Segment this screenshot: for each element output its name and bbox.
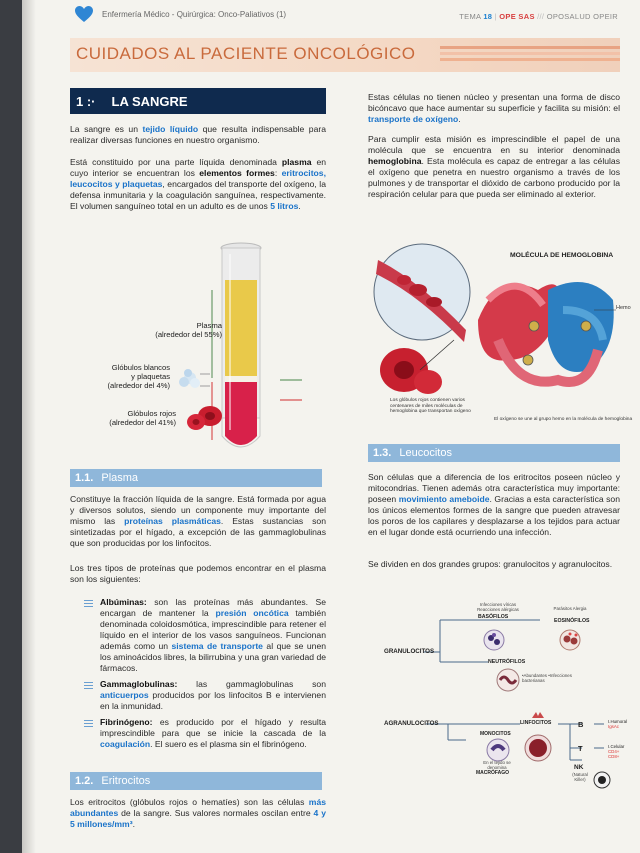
section-header-eritrocitos bbox=[70, 772, 322, 790]
section-number: 1 :· bbox=[76, 93, 96, 109]
basofilos-label: BASÓFILOS bbox=[478, 614, 509, 620]
paragraph-plasma-intro: Constituye la fracción líquida de la sangre. Está formada por agua y diversos solutos, siendo un componente muy importante del mismo las proteínas plasmáticas. Estas sustancias son sintetizadas por el hígado, a excepción de las gammaglobulinas que son producidas por los linfocitos. bbox=[70, 494, 326, 548]
plasma-label: Plasma (alrededor del 55%) bbox=[155, 321, 222, 339]
list-item-fibrinogeno: Fibrinógeno: es producido por el hígado y resulta imprescindible para que se inicie la cascada de la coagulación. El suero es el plasma sin el fibrinógeno. bbox=[82, 717, 326, 750]
chapter-marker: TEMA 18 | OPE SAS /// OPOSALUD OPEIR bbox=[459, 12, 618, 21]
hemo-label: Hemo bbox=[616, 305, 631, 311]
paragraph-sangre-composition: Está constituido por una parte líquida denominada plasma en cuyo interior se encuentran los elementos formes: eritrocitos, leucocitos y plaquetas, encargados del transporte del oxígeno, la defensa inmunitaria y la coagulación sanguínea, respectivamente. El volumen sanguíneo total en un adulto es de unos 5 litros. bbox=[70, 157, 327, 211]
basophil-icon bbox=[484, 630, 504, 650]
section-title: Plasma bbox=[101, 472, 139, 484]
paragraph-leucocitos: Son células que a diferencia de los eritrocitos poseen núcleo y mitocondrias. Tienen además otra característica muy importante: poseen movimiento ameboide. Gracias a esta característica son los únicos elementos formes de la sangre que pueden atravesar los poros de los capilares y desplazarse a los tejidos para actuar en el lugar donde está ocurriendo una infección. bbox=[368, 472, 620, 537]
tema-label: TEMA bbox=[459, 12, 481, 21]
white-cells-icon bbox=[179, 369, 200, 388]
b-cell-label: B bbox=[578, 720, 584, 729]
hemoglobin-caption-left: Los glóbulos rojos contienen varios centenares de miles moléculas de hemoglobina que transportan oxígeno bbox=[390, 398, 471, 415]
neutrofilos-note: •Abundantes •Infecciones bacterianas bbox=[522, 673, 572, 683]
neutrophil-icon bbox=[497, 669, 519, 691]
hemoglobin-title: MOLÉCULA DE HEMOGLOBINA bbox=[510, 252, 614, 259]
section-title: Leucocitos bbox=[399, 447, 452, 459]
site-label: OPOSALUD OPEIR bbox=[546, 12, 618, 21]
section-title: Eritrocitos bbox=[101, 775, 151, 787]
eosinofilos-note: Parásitos Alergia bbox=[553, 606, 587, 611]
paragraph-plasma-types: Los tres tipos de proteínas que podemos encontrar en el plasma son los siguientes: bbox=[70, 563, 326, 584]
agranulocitos-label: AGRANULOCITOS bbox=[384, 720, 439, 727]
granulocitos-label: GRANULOCITOS bbox=[384, 648, 435, 655]
paragraph-hemoglobina: Para cumplir esta misión es imprescindible el papel de una molécula que se encuentra en su interior denominada hemoglobina. Esta molécula es capaz de entregar a las células el oxígeno que penetra en nuestro organismo a través de los pulmones y de transportar el dióxido de carbono producido por la respiración celular para que pueda ser eliminado al exterior. bbox=[368, 134, 620, 199]
paragraph-eritrocitos: Los eritrocitos (glóbulos rojos o hematíes) son las células más abundantes de la sangre. Sus valores normales oscilan entre 4 y 5 millones/mm³. bbox=[70, 797, 326, 829]
t-cell-note: I.Celular CD4+ CD8+ bbox=[608, 744, 625, 759]
paragraph-eritrocito-forma: Estas células no tienen núcleo y presentan una forma de disco bicóncavo que hace aumentar su superficie y facilita su misión: el transporte de oxígeno. bbox=[368, 92, 620, 124]
heart-logo-icon bbox=[74, 5, 94, 23]
section-number: 1.3. bbox=[373, 447, 392, 459]
book-page bbox=[22, 0, 640, 853]
tema-number: 18 bbox=[483, 12, 493, 21]
monocyte-icon bbox=[487, 739, 509, 761]
book-title: Enfermería Médico - Quirúrgica: Onco-Paliativos (1) bbox=[102, 9, 287, 19]
protein-list bbox=[82, 597, 326, 755]
running-header bbox=[74, 5, 286, 23]
basofilos-note: Infecciones víricas Reacciones alérgicas bbox=[477, 602, 519, 612]
linfocitos-label: LINFOCITOS bbox=[520, 720, 552, 726]
section-number: 1.1. bbox=[75, 472, 94, 484]
section-header-la-sangre bbox=[70, 88, 326, 114]
nk-cell-icon bbox=[594, 772, 610, 788]
hemoglobin-molecule-icon bbox=[478, 282, 614, 382]
section-number: 1.2. bbox=[75, 775, 94, 787]
hemoglobin-caption-right: El oxígeno se une al grupo hemo en la molécula de hemoglobina bbox=[494, 417, 633, 422]
t-cell-label: T bbox=[578, 744, 583, 753]
neutrofilos-label: NEUTRÓFILOS bbox=[488, 659, 526, 665]
decorative-stripes bbox=[440, 46, 620, 64]
b-cell-note: I.Humoral IgsAc bbox=[608, 719, 628, 729]
page-title-bar bbox=[70, 38, 620, 72]
page-title: CUIDADOS AL PACIENTE ONCOLÓGICO bbox=[76, 44, 416, 63]
monocitos-label: MONOCITOS bbox=[480, 731, 511, 737]
list-item-albuminas: Albúminas: son las proteínas más abundantes. Se encargan de mantener la presión oncótica también denominada coloidosmótica, imprescindible para retener el líquido en el interior de los vasos sanguíneos. Funcionan además como un sistema de transporte al que se unen los aminoácidos libres, la bilirrubina y una gran variedad de fármacos. bbox=[82, 597, 326, 674]
eosinophil-icon bbox=[560, 630, 580, 650]
paragraph-leucocitos-grupos: Se dividen en dos grandes grupos: granulocitos y agranulocitos. bbox=[368, 559, 613, 569]
test-tube-figure bbox=[162, 240, 342, 460]
nk-cell-note: (Natural Killer) bbox=[572, 772, 588, 782]
eosinofilos-label: EOSINÓFILOS bbox=[554, 618, 590, 624]
paragraph-sangre-intro: La sangre es un tejido líquido que resulta indispensable para realizar diversas funciones en nuestro organismo. bbox=[70, 124, 326, 145]
red-blood-cells-icon bbox=[187, 406, 222, 430]
macrofago-label: MACRÓFAGO bbox=[476, 770, 510, 776]
section-header-plasma bbox=[70, 469, 322, 487]
white-cells-label: Glóbulos blancos y plaquetas (alrededor del 4%) bbox=[107, 363, 170, 390]
section-header-leucocitos bbox=[368, 444, 620, 462]
red-cells-label: Glóbulos rojos (alrededor del 41%) bbox=[109, 409, 176, 427]
section-title: LA SANGRE bbox=[111, 93, 188, 109]
brand-label: OPE SAS bbox=[499, 12, 535, 21]
monocitos-note: En el tejido se denomina bbox=[483, 760, 511, 770]
nk-cell-label: NK bbox=[574, 764, 584, 771]
list-item-gammaglobulinas: Gammaglobulinas: las gammaglobulinas son anticuerpos producidos por los linfocitos B e intervienen en la inmunidad. bbox=[82, 679, 326, 712]
